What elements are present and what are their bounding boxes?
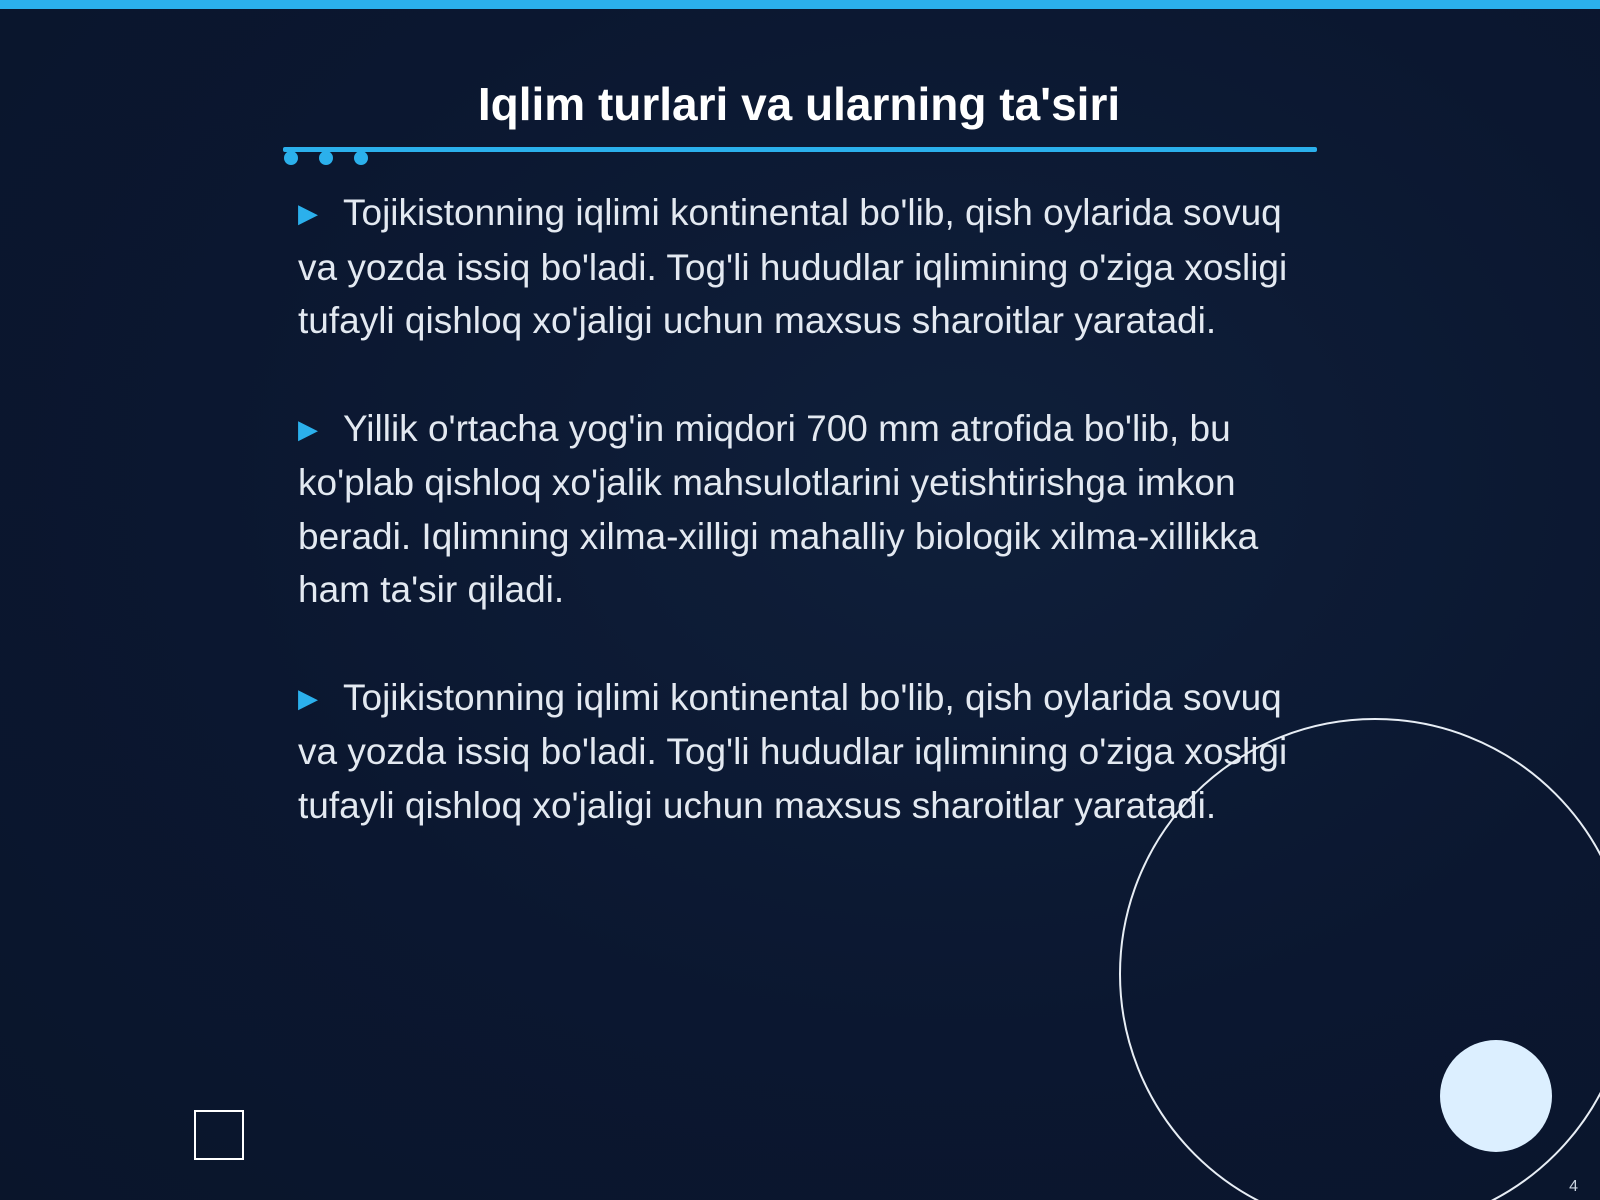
bullet-arrow-icon: ▶ bbox=[298, 198, 318, 228]
bullet-paragraph bbox=[298, 671, 1298, 833]
slide-title: Iqlim turlari va ularning ta'siri bbox=[477, 78, 1121, 130]
paragraph-text: Tojikistonning iqlimi kontinental bo'lib, qish oylarida sovuq va yozda issiq bo'ladi. Tog'li hududlar iqlimining o'ziga xosligi tufayli qishloq xo'jaligi uchun maxsus sharoitlar yaratadi. bbox=[298, 192, 1288, 341]
decor-circle-filled bbox=[1440, 1040, 1552, 1152]
bullet-arrow-icon: ▶ bbox=[298, 413, 318, 444]
top-accent-bar bbox=[0, 0, 1600, 9]
slide-content bbox=[298, 186, 1298, 886]
title-underline bbox=[283, 147, 1317, 152]
decor-dot bbox=[319, 151, 333, 165]
bullet-arrow-icon: ▶ bbox=[298, 682, 318, 713]
bullet-paragraph bbox=[298, 402, 1298, 617]
paragraph-text: Tojikistonning iqlimi kontinental bo'lib, qish oylarida sovuq va yozda issiq bo'ladi. Tog'li hududlar iqlimining o'ziga xosligi tufayli qishloq xo'jaligi uchun maxsus sharoitlar yaratadi. bbox=[298, 676, 1288, 826]
decor-dot bbox=[354, 151, 368, 165]
paragraph-text: Yillik o'rtacha yog'in miqdori 700 mm atrofida bo'lib, bu ko'plab qishloq xo'jalik mahsulotlarini yetishtirishga imkon beradi. Iqlimning xilma-xilligi mahalliy biologik xilma-xillikka ham ta'sir qiladi. bbox=[298, 407, 1259, 610]
decor-square-outline bbox=[194, 1110, 244, 1160]
bullet-paragraph bbox=[298, 186, 1298, 348]
page-number: 4 bbox=[1569, 1178, 1578, 1195]
decor-dot bbox=[284, 151, 298, 165]
